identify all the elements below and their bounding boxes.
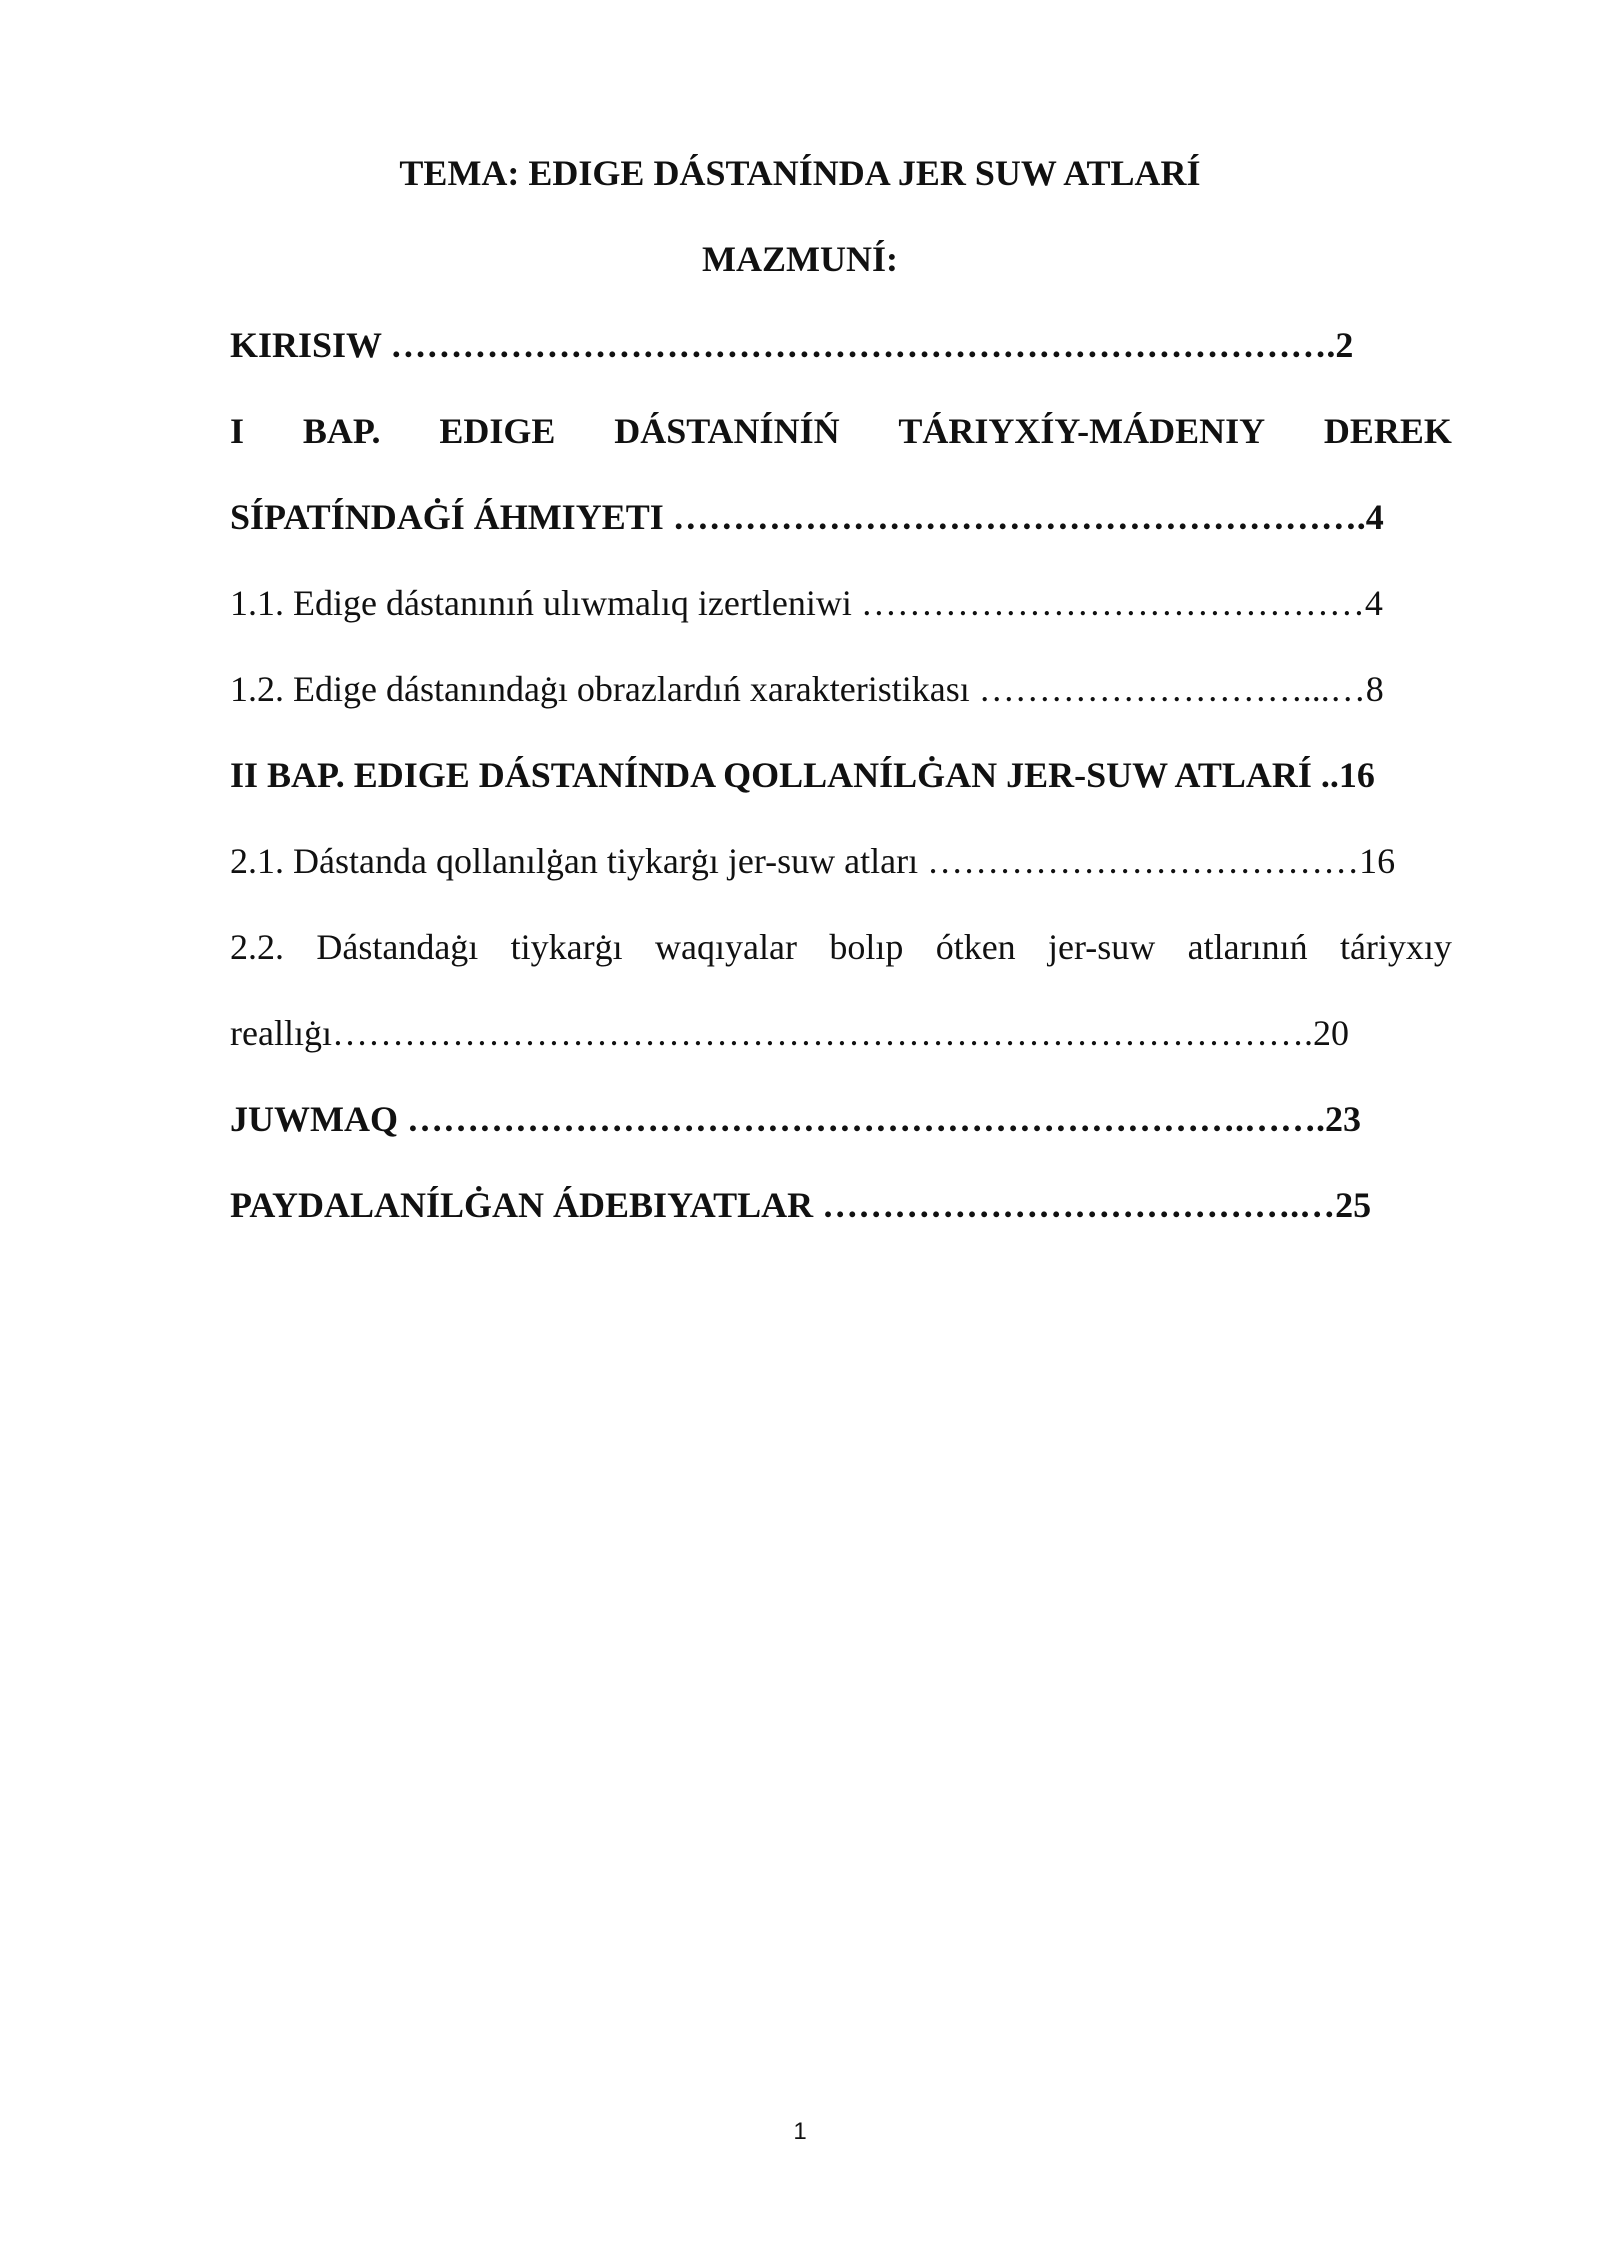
toc-entry-section-2-2-line1 <box>230 926 1452 968</box>
toc-entry-intro: KIRISIW …………………………………………………………………….2 <box>230 325 1354 365</box>
toc-word: Dástandaġı <box>316 927 479 967</box>
toc-entry-chapter2: II BAP. EDIGE DÁSTANÍNDA QOLLANÍLĠAN JER-SUW ATLARÍ ..16 <box>230 755 1375 795</box>
toc-word: EDIGE <box>439 411 556 451</box>
toc-entry-section-1-1: 1.1. Edige dástanınıń ulıwmalıq izertleniwi ……………………………………4 <box>230 583 1383 623</box>
toc-word: BAP. <box>302 411 381 451</box>
toc-entry-chapter1-line1 <box>230 410 1452 452</box>
toc-word: waqıyalar <box>655 927 797 967</box>
toc-word: DEREK <box>1323 411 1452 451</box>
contents-heading: MAZMUNÍ: <box>702 239 898 279</box>
toc-entry-conclusion: JUWMAQ …………………………………………………………….…….23 <box>230 1099 1361 1139</box>
toc-word: I <box>230 411 245 451</box>
toc-entry-section-2-1: 2.1. Dástanda qollanılġan tiykarġı jer-suw atları ………………………………16 <box>230 841 1396 881</box>
toc-word: bolıp <box>829 927 904 967</box>
toc-word: DÁSTANÍNÍŃ <box>614 411 840 451</box>
toc-word: ótken <box>935 927 1016 967</box>
toc-word: táriyxıy <box>1339 927 1452 967</box>
document-title: TEMA: EDIGE DÁSTANÍNDA JER SUW ATLARÍ <box>399 153 1201 193</box>
toc-word: jer-suw <box>1048 927 1156 967</box>
page-number: 1 <box>793 2118 807 2145</box>
toc-word: TÁRIYXÍY-MÁDENIY <box>898 411 1266 451</box>
toc-entry-chapter1-line2: SÍPATÍNDAĠÍ ÁHMIYETI ………………………………………………….4 <box>230 497 1384 537</box>
toc-word: tiykarġı <box>510 927 623 967</box>
toc-word: atlarınıń <box>1187 927 1308 967</box>
toc-word: 2.2. <box>230 927 284 967</box>
toc-entry-section-1-2: 1.2. Edige dástanındaġı obrazlardıń xarakteristikası ………………………...…8 <box>230 669 1384 709</box>
toc-entry-section-2-2-line2: reallıġı……………………………………………………………………….20 <box>230 1013 1349 1053</box>
toc-entry-references: PAYDALANÍLĠAN ÁDEBIYATLAR ………………………………….…25 <box>230 1185 1372 1225</box>
